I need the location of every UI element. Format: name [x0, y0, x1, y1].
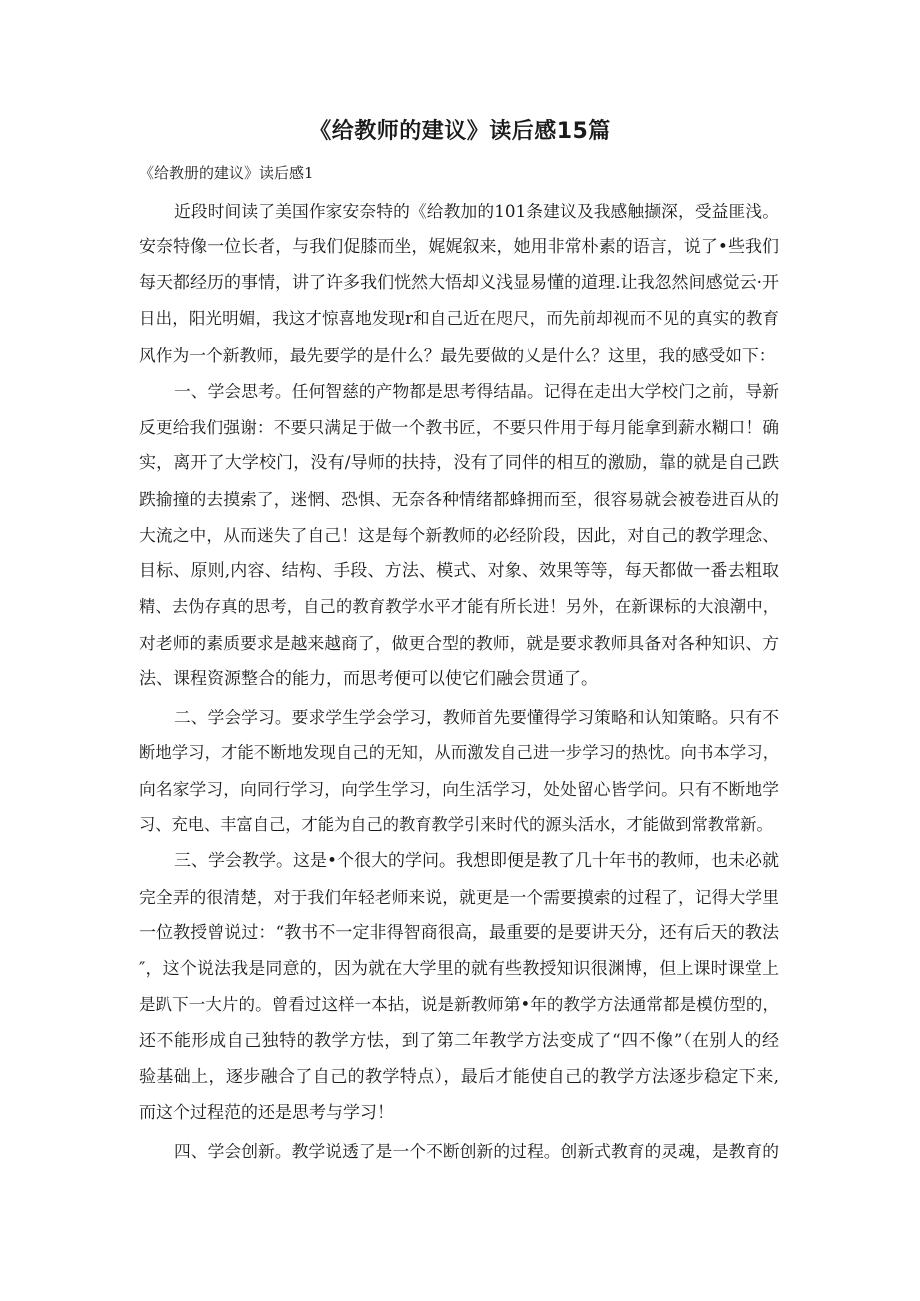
text-line: 而这个过程范的还是思考与学习！	[139, 1103, 394, 1123]
text-line: 一、学会思考。任何智慈的产物都是思考得结晶。记得在走出大学校门之前，导新	[174, 381, 779, 401]
text-line: 断地学习，才能不断地发现自己的无知，从而激发自己进一步学习的热忱。向书本学习，	[139, 743, 779, 762]
text-line: 风作为一个新教师，最先要学的是什么？最先要做的乂是什么？这里，我的感受如下：	[139, 345, 776, 365]
text-line: 完全弄的很清楚，对于我们年轻老师来说，就更是一个需要摸索的过程了，记得大学里	[139, 887, 779, 907]
text-line: 目标、原则,内容、结构、手段、方法、模式、对象、效果等等，每天都做一番去粗取	[139, 561, 779, 581]
text-line: 每天都经历的事情，讲了许多我们恍然大悟却义浅显易懂的道理.让我忽然间感觉云·开	[139, 273, 779, 293]
text-line: 还不能形成自己独特的教学方怯，到了第二年教学方法变成了“四不像”（在别人的经	[139, 1031, 779, 1051]
text-line: 是趴下一大片的。曾看过这样一本拈，说是新教师第•年的教学方法通常都是模仿型的，	[139, 995, 779, 1014]
text-line: ″，这个说法我是同意的，因为就在大学里的就有些教授知识很渊博，但上课时课堂上	[139, 959, 779, 979]
text-line: 对老师的素质要求是越来越商了，做更合型的教师，就是要求教师具备对各种知识、方	[139, 633, 779, 653]
text-line: 验基础上，逐步融合了自己的教学特点），最后才能使自己的教学方法逐步稳定下来,	[139, 1067, 779, 1087]
text-line: 大流之中，从而迷失了自己！这是每个新教师的必经阶段，因此，对自己的教学理念、	[139, 525, 779, 545]
text-line: 习、充电、丰富自己，才能为自己的教育教学引来时代的源头活水，才能做到常教常新。	[139, 815, 773, 834]
text-line: 三、学会教学。这是•个很大的学问。我想即便是教了几十年书的教师，也未必就	[174, 851, 780, 871]
document-subtitle: 《给教册的建议》读后感1	[139, 164, 314, 182]
text-line: 实，离开了大学校门，没有/导师的扶持，没有了同伴的相互的激励，靠的就是自己跌	[139, 453, 779, 473]
text-line: 近段时间读了美国作家安奈特的《给教加的101条建议及我感触撷深，受益匪浅。	[174, 201, 779, 221]
text-line: 向名家学习，向同行学习，向学生学习，向生活学习，处处留心皆学问。只有不断地学	[139, 779, 779, 799]
text-line: 反更给我们强谢：不要只满足于做一个教书匠，不要只件用于每月能拿到薪水糊口！确	[139, 417, 779, 437]
text-line: 一位教授曾说过：“教书不一定非得智商很高，最重要的是要讲天分，还有后天的教法	[139, 923, 779, 943]
text-line: 二、学会学习。要求学生学会学习，教师首先要懂得学习策略和认知策略。只有不	[174, 707, 779, 727]
text-line: 安奈特像一位长者，与我们促膝而坐，娓娓叙来，她用非常朴素的语言，说了•些我们	[139, 237, 779, 257]
text-line: 法、课程资源整合的能力，而思考便可以使它们融会贯通了。	[139, 669, 598, 689]
text-line: 日出，阳光明媚，我这才惊喜地发现r和自己近在咫尺，而先前却视而不见的真实的教育	[139, 309, 779, 328]
text-line: 跌揄撞的去摸索了，迷惘、恐惧、无奈各种情绪都蜂拥而至，很容易就会被卷进百从的	[139, 489, 779, 509]
text-line: 精、去伪存真的思考，自己的教育教学水平才能有所长进！另外，在新课标的大浪潮中，	[139, 597, 779, 616]
text-line: 四、学会创新。教学说透了是一个不断创新的过程。创新式教育的灵魂，是教育的	[174, 1141, 779, 1161]
document-title: 《给教师的建议》读后感15篇	[309, 119, 611, 144]
